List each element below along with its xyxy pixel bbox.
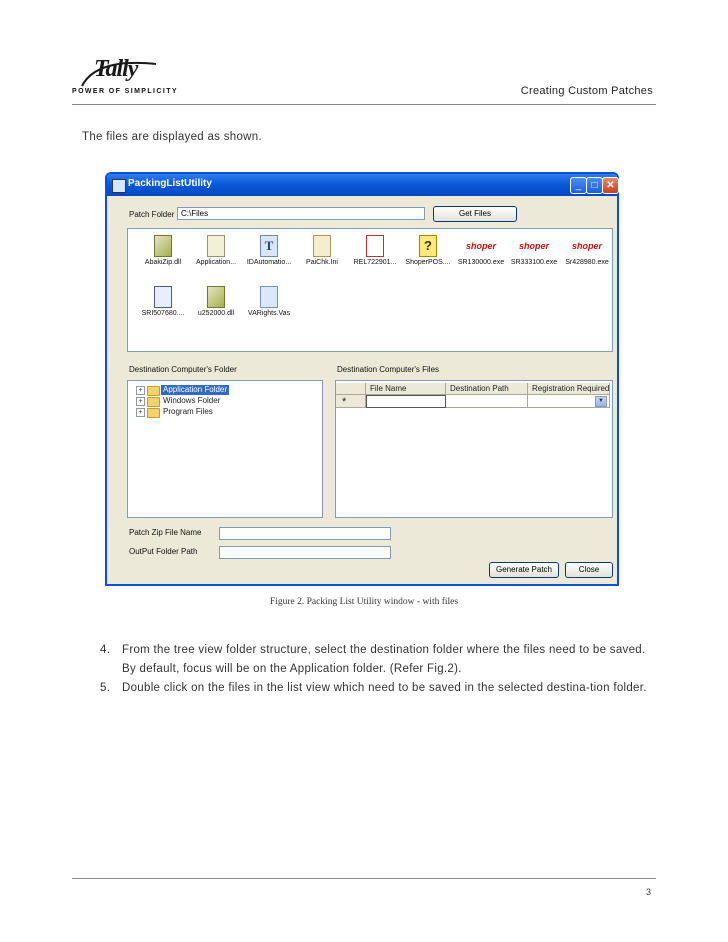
folder-icon [147,386,160,396]
new-row-marker: * [336,395,366,408]
file-list-item[interactable] [136,235,190,275]
dll-icon [207,286,225,308]
file-name-label: SRI507680.... [141,310,185,317]
close-button[interactable]: Close [565,562,613,578]
file-name-label: u252000.dll [197,310,235,317]
column-header-registration-required[interactable]: Registration Required [528,383,610,395]
file-name-label: ShoperPOS.... [405,259,451,266]
logo-wordmark: Tally [94,56,138,82]
file-list-item[interactable] [295,235,349,275]
file-list-item[interactable] [401,235,455,275]
file-name-label: Sr428980.exe [565,259,609,266]
destination-files-label: Destination Computer's Files [337,365,440,374]
output-folder-input[interactable] [219,546,391,559]
column-header-destination-path[interactable]: Destination Path [446,383,528,395]
application-file-icon [207,235,225,257]
chevron-down-icon[interactable]: ▼ [595,396,607,407]
file-list-item[interactable] [136,286,190,326]
folder-icon [147,408,160,418]
grid-corner-header [336,383,366,395]
minimize-icon[interactable]: _ [570,177,587,194]
intro-paragraph: The files are displayed as shown. [82,131,262,143]
instruction-step [100,679,660,698]
generate-patch-button[interactable]: Generate Patch [489,562,559,578]
file-list-item[interactable] [507,235,561,275]
file-name-label: REL722901... [353,259,397,266]
file-name-label: SR333100.exe [510,259,558,266]
font-file-icon: T [260,235,278,257]
patch-zip-input[interactable] [219,527,391,540]
footer-divider [72,878,656,879]
file-name-label: SR130000.exe [457,259,505,266]
patch-zip-label: Patch Zip File Name [129,528,202,537]
file-name-label: IDAutomatio... [246,259,292,266]
maximize-icon[interactable]: □ [586,177,603,194]
shoper-exe-icon: shoper [465,241,496,251]
figure-caption: Figure 2. Packing List Utility window - with files [269,597,459,607]
cell-registration-required[interactable] [528,395,610,408]
window-file-icon [154,286,172,308]
patch-folder-label: Patch Folder [129,210,175,219]
file-name-label: Application... [195,259,237,266]
shoper-exe-icon: shoper [518,241,549,251]
tree-node-label: Application Folder [163,385,228,394]
header-divider [72,104,656,105]
step-text: Double click on the files in the list view which need to be saved in the selected destina-tion folder. [122,682,647,694]
app-icon [112,179,126,193]
tree-node-label: Windows Folder [163,396,221,405]
dll-icon [154,235,172,257]
grid-body [336,381,612,517]
destination-folder-label: Destination Computer's Folder [129,365,237,374]
window-titlebar[interactable] [107,174,617,196]
tree-node-label: Program Files [163,407,213,416]
page-header-title: Creating Custom Patches [520,85,653,97]
file-name-label: AbakiZip.dll [144,259,182,266]
tally-logo [72,56,182,100]
packing-list-utility-window [105,172,619,586]
destination-files-grid[interactable] [335,380,613,518]
window-title: PackingListUtility [128,178,212,189]
expand-icon[interactable]: + [136,386,145,395]
step-number: 4. [100,644,111,656]
instruction-step [100,641,660,679]
logo-tagline: POWER OF SIMPLICITY [72,88,178,95]
expand-icon[interactable]: + [136,408,145,417]
file-list-item[interactable] [242,235,296,275]
file-name-label: PaiChk.Ini [306,259,338,266]
file-list-view[interactable] [127,228,613,352]
patch-folder-input[interactable]: C:\Files [177,207,425,220]
folder-icon [147,397,160,407]
page-number: 3 [646,887,652,897]
file-list-item[interactable] [454,235,508,275]
file-list-item[interactable] [189,286,243,326]
step-text: From the tree view folder structure, select the destination folder where the files need to be saved. By default, focus will be on the Application folder. (Refer Fig.2). [122,644,646,675]
get-files-button[interactable]: Get Files [433,206,517,222]
file-list-item[interactable] [242,286,296,326]
cell-file-name[interactable] [366,395,446,408]
expand-icon[interactable]: + [136,397,145,406]
pdf-file-icon [366,235,384,257]
destination-folder-tree[interactable] [127,380,323,518]
file-list-item[interactable] [560,235,614,275]
help-file-icon: ? [419,235,437,257]
file-list-item[interactable] [189,235,243,275]
file-name-label: VARights.Vas [247,310,291,317]
vas-file-icon [260,286,278,308]
cell-destination-path[interactable] [446,395,528,408]
ini-file-icon [313,235,331,257]
step-number: 5. [100,682,111,694]
close-icon[interactable]: ✕ [602,177,619,194]
shoper-exe-icon: shoper [571,241,602,251]
column-header-file-name[interactable]: File Name [366,383,446,395]
file-list-item[interactable] [348,235,402,275]
output-folder-label: OutPut Folder Path [129,547,198,556]
